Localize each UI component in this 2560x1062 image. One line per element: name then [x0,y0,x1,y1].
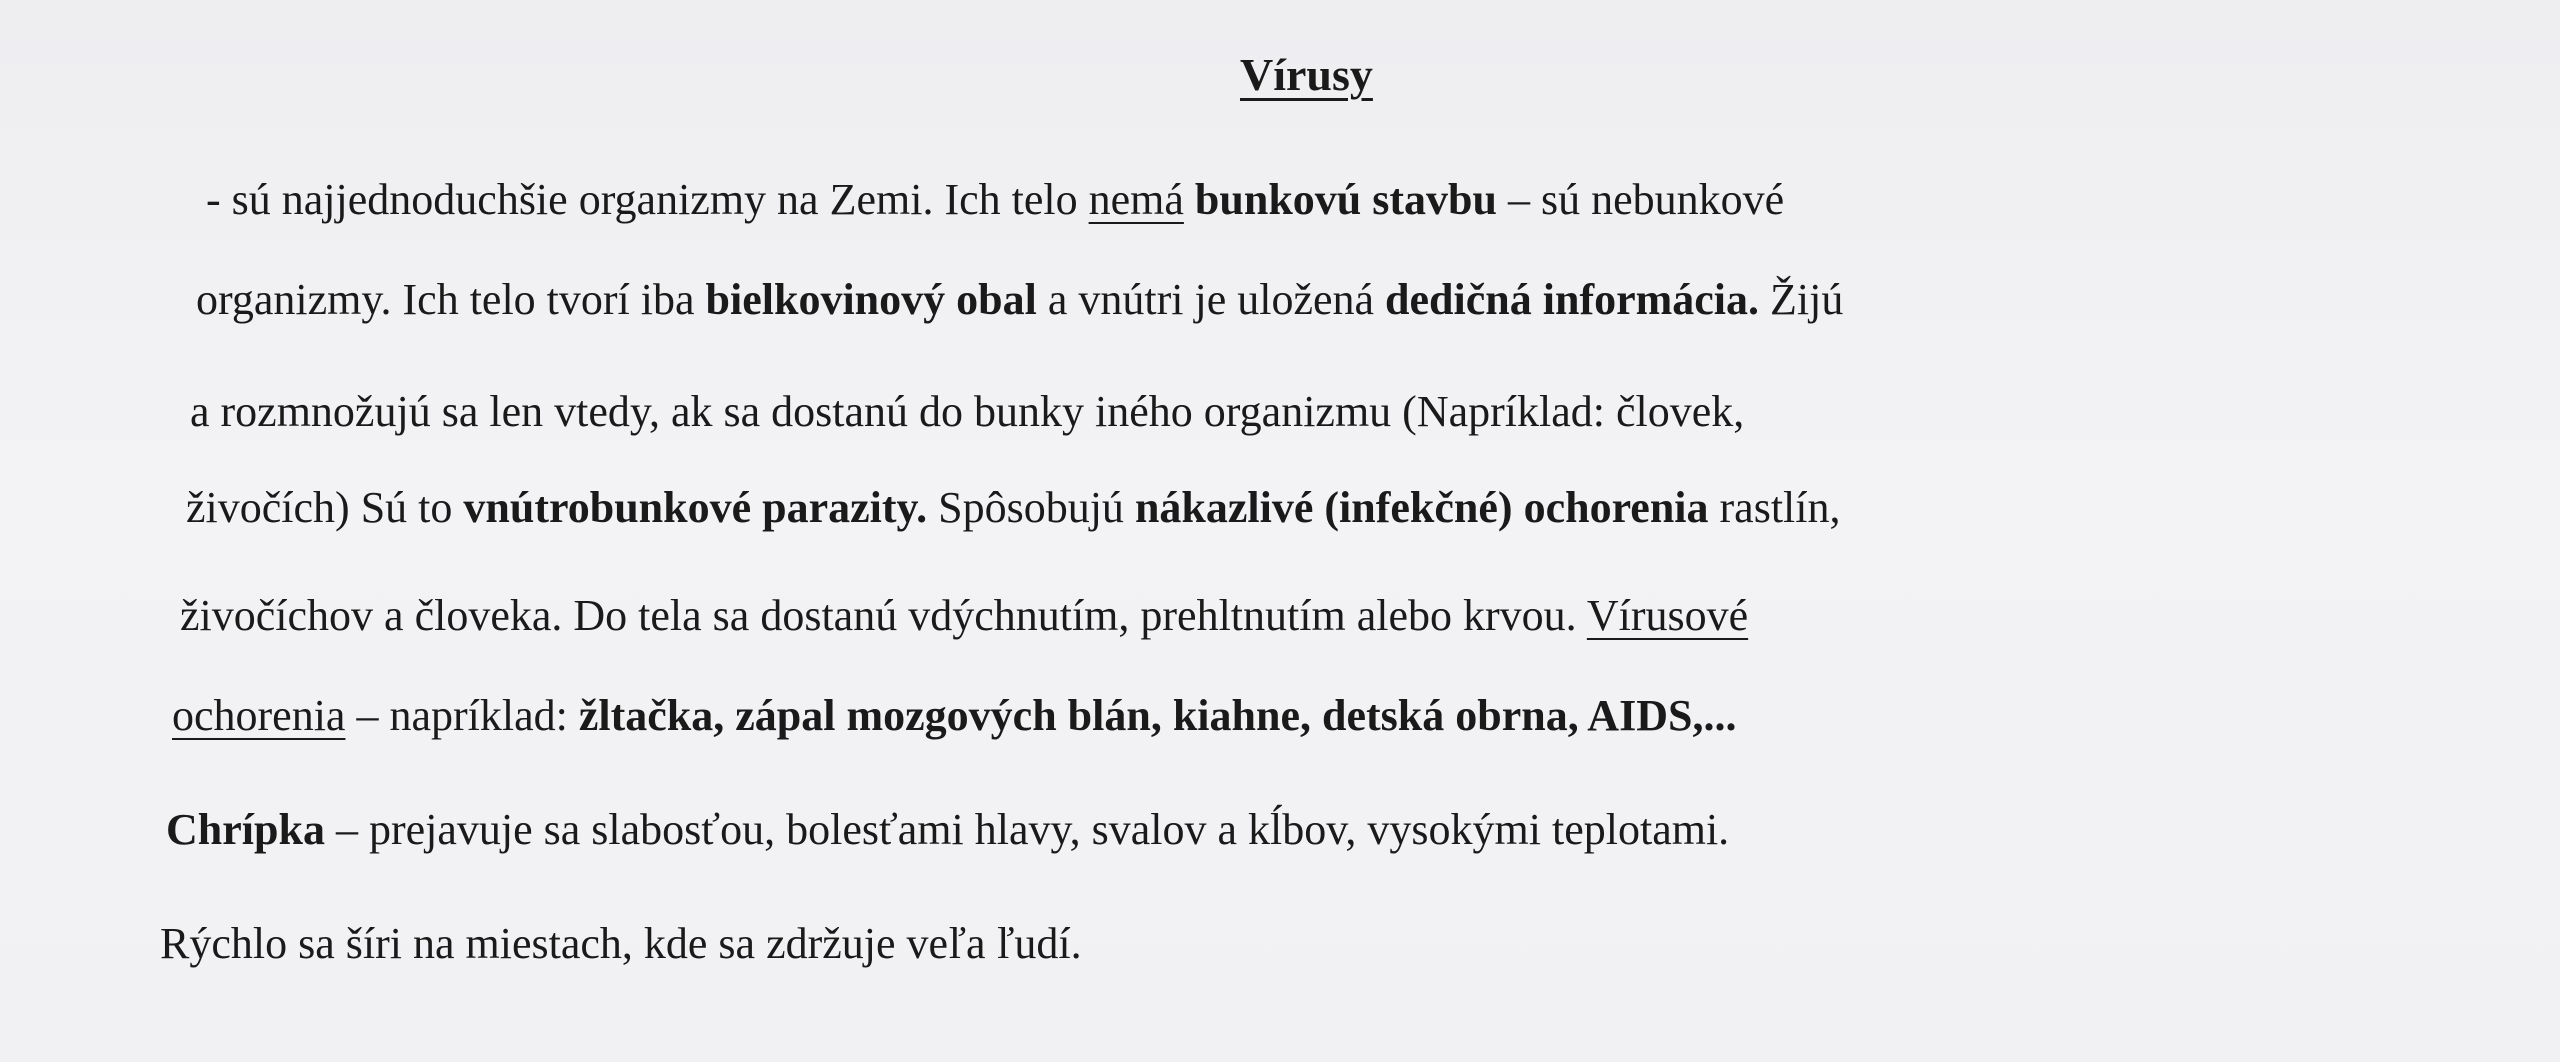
document-title: Vírusy [1240,49,1373,100]
bold-term: nákazlivé (infekčné) ochorenia [1134,483,1709,532]
text-run: – napríklad: [345,691,579,740]
bold-term: žltačka, zápal mozgových blán, kiahne, detská obrna, AIDS,... [578,691,1737,740]
text-line-7 [166,805,2516,854]
bold-term: Chrípka [166,805,325,854]
text-line-5 [180,591,2470,640]
text-run: a rozmnožujú sa len vtedy, ak sa dostanú do bunky iného organizmu (Napríklad: človek, [190,387,1745,436]
underlined-term: ochorenia [172,691,346,740]
bold-term: bunkovú stavbu [1194,175,1497,224]
text-run: živočích) Sú to [186,483,464,532]
text-run: a vnútri je uložená [1036,275,1386,324]
bold-term: bielkovinový obal [705,275,1037,324]
text-run: rastlín, [1708,483,1841,532]
text-run: – sú nebunkové [1496,175,1785,224]
text-run: Rýchlo sa šíri na miestach, kde sa zdržuje veľa ľudí. [160,919,1082,968]
text-run [1184,175,1195,224]
text-run: živočíchov a človeka. Do tela sa dostanú vdýchnutím, prehltnutím alebo krvou. [180,591,1587,640]
text-line-1 [206,175,2476,224]
underlined-term: Vírusové [1586,591,1749,640]
text-run: Žijú [1759,275,1844,324]
text-run: Spôsobujú [927,483,1135,532]
text-line-8 [160,919,1082,968]
text-line-2 [196,275,2476,324]
underlined-term: nemá [1088,175,1184,224]
text-run: – prejavuje sa slabosťou, bolesťami hlavy, svalov a kĺbov, vysokými teplotami. [324,805,1730,854]
bold-term: dedičná informácia. [1385,275,1760,324]
text-run: organizmy. Ich telo tvorí iba [196,275,706,324]
text-line-4 [186,483,2476,532]
text-run: - sú najjednoduchšie organizmy na Zemi. Ich telo [206,175,1089,224]
text-line-3 [190,387,2480,436]
bold-term: vnútrobunkové parazity. [463,483,928,532]
text-line-6 [172,691,2512,740]
